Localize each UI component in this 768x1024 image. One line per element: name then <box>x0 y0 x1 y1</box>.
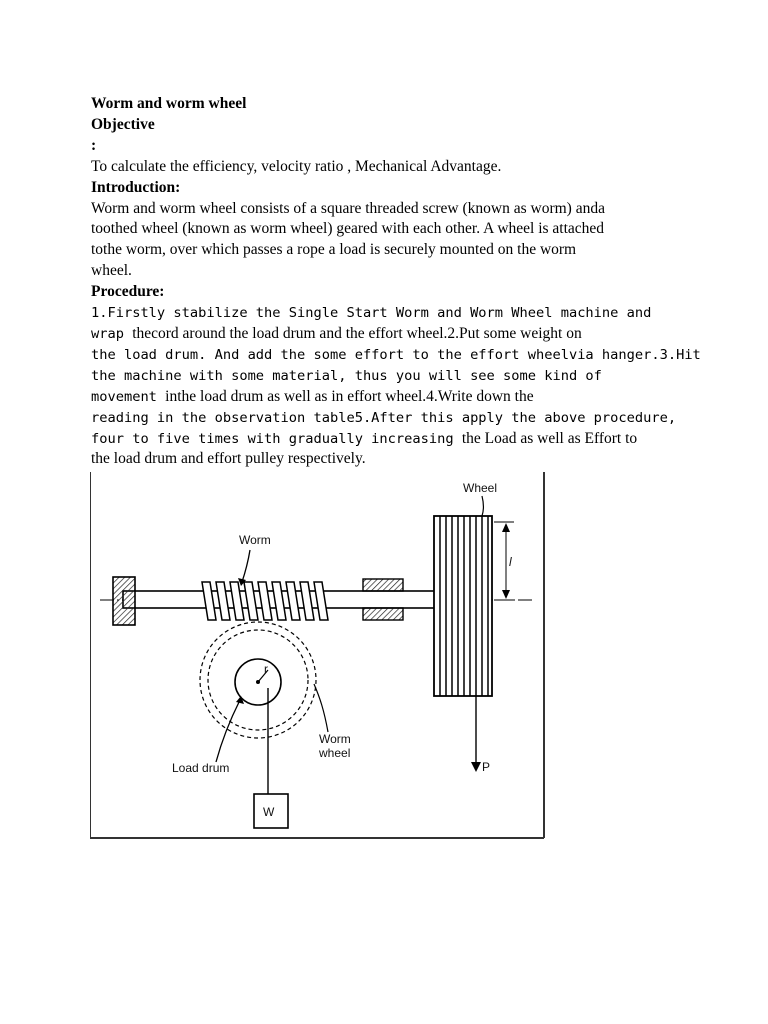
label-worm-wheel-2: wheel <box>319 746 351 760</box>
procedure-line <box>91 303 711 324</box>
label-w: W <box>263 805 275 819</box>
wheel-leader <box>482 496 484 516</box>
document-body <box>91 94 711 470</box>
procedure-line <box>91 345 711 366</box>
procedure-line <box>91 366 711 387</box>
label-wheel: Wheel <box>463 481 498 495</box>
procedure-text-run: inthe load drum as well as in effort wheel.4.Write down the <box>165 387 534 405</box>
introduction-heading: Introduction: <box>91 178 181 196</box>
label-p: P <box>482 760 491 774</box>
label-worm-wheel-1: Worm <box>319 732 351 746</box>
effort-arrow <box>471 762 481 772</box>
label-worm: Worm <box>239 533 271 547</box>
procedure-text-run: movement <box>91 388 166 405</box>
procedure-text-run: thecord around the load drum and the effort wheel.2.Put some weight on <box>132 324 582 342</box>
worm-threads <box>202 582 328 620</box>
objective-colon: : <box>91 136 97 154</box>
procedure-line <box>91 429 711 450</box>
label-r: r <box>264 662 268 676</box>
objective-text: To calculate the efficiency, velocity ratio , Mechanical Advantage. <box>91 157 502 175</box>
right-bearing-top <box>363 579 403 591</box>
procedure-line <box>91 449 711 470</box>
introduction-paragraph <box>91 199 711 283</box>
objective-heading: Objective <box>91 115 155 133</box>
dim-l-arrow-up <box>502 523 510 532</box>
procedure-heading: Procedure: <box>91 283 165 301</box>
procedure-text-run: wrap <box>91 325 133 342</box>
procedure-text-run: the Load as well as Effort to <box>461 429 638 447</box>
introduction-line: Worm and worm wheel consists of a square threaded screw (known as worm) anda <box>91 199 605 217</box>
worm-leader <box>242 550 250 582</box>
left-bearing <box>113 577 135 625</box>
procedure-text-run: the machine with some material, thus you will see some kind of <box>91 367 602 384</box>
procedure-line <box>91 387 711 408</box>
introduction-line: tothe worm, over which passes a rope a load is securely mounted on the worm <box>91 241 577 259</box>
procedure-text-run: four to five times with gradually increasing <box>91 430 462 447</box>
effort-wheel <box>434 516 492 696</box>
label-l: l <box>509 555 512 569</box>
procedure-line <box>91 408 711 429</box>
dim-l-arrow-down <box>502 590 510 599</box>
introduction-line: wheel. <box>91 262 132 280</box>
procedure-paragraph <box>91 303 711 470</box>
introduction-line: toothed wheel (known as worm wheel) geared with each other. A wheel is attached <box>91 220 605 238</box>
worm-wheel-leader <box>314 684 328 732</box>
procedure-text-run: reading in the observation table5.After this apply the above procedure, <box>91 409 677 426</box>
load-drum-leader <box>216 700 240 762</box>
document-title: Worm and worm wheel <box>91 95 247 112</box>
diagram-svg <box>90 470 546 840</box>
label-load-drum: Load drum <box>172 761 230 775</box>
right-bearing-bottom <box>363 608 403 620</box>
worm-wheel-diagram <box>90 470 546 840</box>
procedure-line <box>91 324 711 345</box>
procedure-text-run: the load drum. And add the some effort to the effort wheelvia hanger.3.Hit <box>91 346 701 363</box>
procedure-text-run: 1.Firstly stabilize the Single Start Worm and Worm Wheel machine and <box>91 305 652 322</box>
procedure-text-run: the load drum and effort pulley respectively. <box>91 450 366 468</box>
